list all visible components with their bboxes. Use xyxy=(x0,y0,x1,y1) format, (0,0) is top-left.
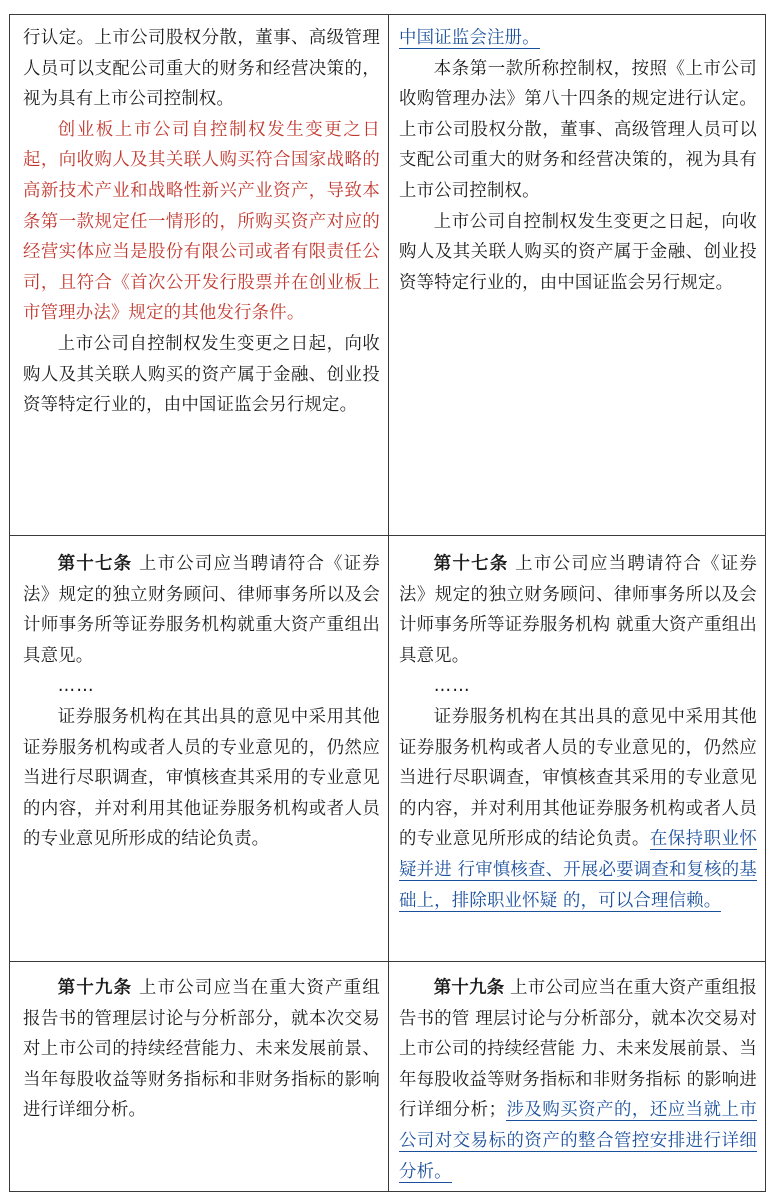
row-2-left-cell xyxy=(23,973,380,1126)
added-text: 中国证监会注册。 xyxy=(399,28,540,48)
paragraph xyxy=(23,115,380,329)
added-text: 在保持职业怀疑并进 行审慎核查、开展必要调查和复核的基础上，排除职业怀疑 的，可以合理信赖。 xyxy=(399,829,757,911)
paragraph xyxy=(23,23,380,115)
paragraph-text: 上市公司自控制权发生变更之日起，向收购人及其关联人购买的资产属于金融、创业投资等特定行业的，由中国证监会另行规定。 xyxy=(23,333,380,416)
paragraph xyxy=(23,671,380,702)
ellipsis: …… xyxy=(57,676,95,697)
paragraph xyxy=(399,207,757,299)
row-0-right-cell xyxy=(399,23,757,298)
paragraph-text: 证券服务机构在其出具的意见中采用其他证券服务机构或者人员的专业意见的，仍然应当进行尽职调查，审慎核查其采用的专业意见的内容，并对利用其他证券服务机构或者人员的专业意见所形成的结论负责。 xyxy=(23,706,380,850)
paragraph xyxy=(23,702,380,855)
paragraph xyxy=(23,329,380,421)
paragraph xyxy=(23,973,380,1126)
article-number: 第十七条 xyxy=(57,554,133,574)
highlighted-text: 创业板上市公司自控制权发生变更之日起，向收购人及其关联人购买符合国家战略的高新技术产业和战略性新兴产业资产，导致本条第一款规定任一情形的，所购买资产对应的经营实体应当是股份有限公司或者有限责任公司，且符合《首次公开发行股票并在创业板上市管理办法》规定的其他发行条件。 xyxy=(23,119,380,324)
comparison-table xyxy=(9,14,766,1192)
paragraph-text: 证券服务机构在其出具的意见中采用其他证券服务机构或者人员的专业意见的，仍然应当进行尽职调查，审慎核查其采用的专业意见的内容，并对利用其他证券服务机构或者人员的专业意见所形成的结论负责。 xyxy=(399,706,757,850)
added-text: 涉及购买资产的，还应当就上市公司对交易标的资产的整合管控安排进行详细分析。 xyxy=(399,1100,757,1182)
row-2-right-cell xyxy=(399,973,757,1187)
row-1-right-cell xyxy=(399,549,757,916)
paragraph xyxy=(399,549,757,671)
article-number: 第十七条 xyxy=(433,554,509,574)
paragraph-text: 上市公司应当在重大资产重组报告书的管理层讨论与分析部分，就本次交易对上市公司的持续经营能力、未来发展前景、当年每股收益等财务指标和非财务指标的影响进行详细分析。 xyxy=(23,978,380,1121)
paragraph-text: 上市公司应当在重大资产重组报告书的管 理层讨论与分析部分，就本次交易对上市公司的持续经营能 力、未来发展前景、当年每股收益等财务指标和非财务指标 的影响进行详细分析； xyxy=(399,978,758,1121)
article-number: 第十九条 xyxy=(57,978,133,998)
row-divider xyxy=(10,961,765,962)
column-divider xyxy=(388,15,389,1191)
paragraph-text: 上市公司应当聘请符合《证券法》规定的独立财务顾问、律师事务所以及会计师事务所等证券服务机构 就重大资产重组出具意见。 xyxy=(399,554,757,666)
paragraph xyxy=(399,702,757,916)
paragraph xyxy=(23,549,380,671)
ellipsis: …… xyxy=(433,676,471,697)
paragraph-text: 行认定。上市公司股权分散，董事、高级管理人员可以支配公司重大的财务和经营决策的，视为具有上市公司控制权。 xyxy=(23,28,380,110)
article-number: 第十九条 xyxy=(433,978,505,998)
paragraph xyxy=(399,23,757,54)
paragraph-text: 上市公司自控制权发生变更之日起，向收购人及其关联人购买的资产属于金融、创业投资等特定行业的，由中国证监会另行规定。 xyxy=(399,211,757,293)
paragraph-text: 本条第一款所称控制权，按照《上市公司收购管理办法》第八十四条的规定进行认定。上市公司股权分散，董事、高级管理人员可以支配公司重大的财务和经营决策的，视为具有上市公司控制权。 xyxy=(399,58,757,201)
paragraph xyxy=(399,671,757,702)
row-0-left-cell xyxy=(23,23,380,421)
row-divider xyxy=(10,535,765,536)
row-1-left-cell xyxy=(23,549,380,855)
paragraph-text: 上市公司应当聘请符合《证券法》规定的独立财务顾问、律师事务所以及会计师事务所等证券服务机构就重大资产重组出具意见。 xyxy=(23,554,380,666)
paragraph xyxy=(399,54,757,207)
paragraph xyxy=(399,973,757,1187)
